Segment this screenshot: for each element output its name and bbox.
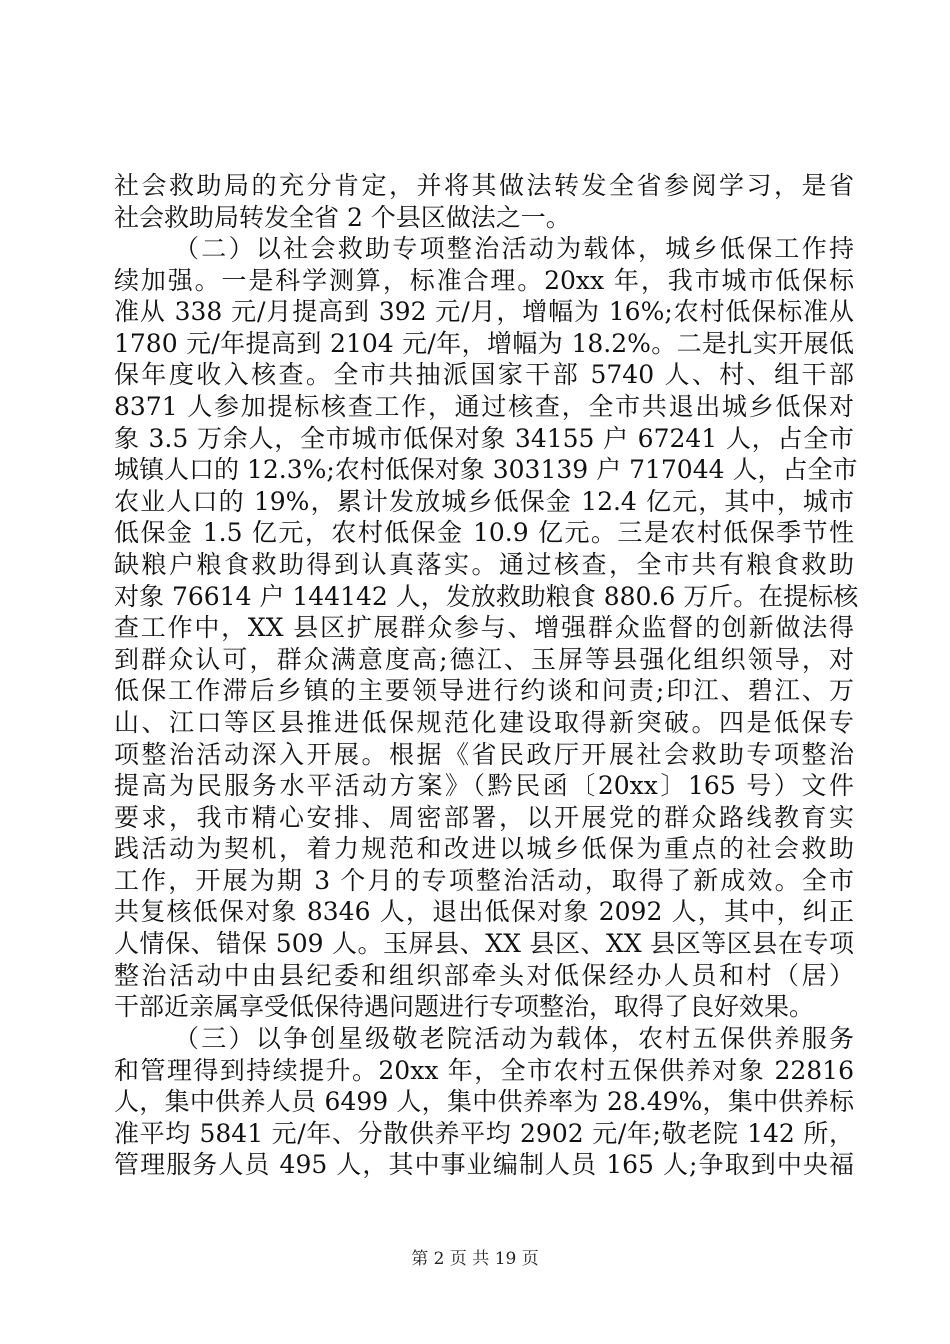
text-line: （三）以争创星级敬老院活动为载体，农村五保供养服务 — [174, 1024, 854, 1053]
text-line: 山、江口等区县推进低保规范化建设取得新突破。四是低保专 — [114, 707, 854, 737]
text-line: 人情保、错保 509 人。玉屏县、XX 县区、XX 县区等区县在专项 — [114, 929, 854, 959]
text-line: 管理服务人员 495 人，其中事业编制人员 165 人;争取到中央福 — [114, 1150, 854, 1180]
text-line: 干部近亲属享受低保待遇问题进行专项整治，取得了良好效果。 — [114, 992, 815, 1022]
text-line: 准从 338 元/月提高到 392 元/月，增幅为 16%;农村低保标准从 — [114, 297, 854, 327]
text-line: 8371 人参加提标核查工作，通过核查，全市共退出城乡低保对 — [114, 391, 854, 421]
text-line: 城镇人口的 12.3%;农村低保对象 303139 户 717044 人，占全市 — [114, 455, 858, 485]
text-line: 工作，开展为期 3 个月的专项整治活动，取得了新成效。全市 — [114, 865, 854, 895]
text-line: 对象 76614 户 144142 人，发放救助粮食 880.6 万斤。在提标核 — [114, 581, 859, 611]
text-line: 和管理得到持续提升。20xx 年，全市农村五保供养对象 22816 — [114, 1055, 854, 1085]
text-line: 到群众认可，群众满意度高;德江、玉屏等县强化组织领导，对 — [114, 644, 854, 674]
paragraph-section-2 — [114, 233, 859, 1023]
text-line: 共复核低保对象 8346 人，退出低保对象 2092 人，其中，纠正 — [114, 897, 854, 927]
text-line: 保年度收入核查。全市共抽派国家干部 5740 人、村、组干部 — [114, 360, 854, 390]
text-line: 人，集中供养人员 6499 人，集中供养率为 28.49%，集中供养标 — [114, 1087, 854, 1117]
text-line: 1780 元/年提高到 2104 元/年，增幅为 18.2%。二是扎实开展低 — [114, 328, 854, 358]
text-line: 低保工作滞后乡镇的主要领导进行约谈和问责;印江、碧江、万 — [114, 676, 854, 706]
text-line: 农业人口的 19%，累计发放城乡低保金 12.4 亿元，其中，城市 — [114, 486, 854, 516]
page-indicator: 第 2 页 共 19 页 — [411, 1249, 539, 1269]
text-line: 准平均 5841 元/年、分散供养平均 2902 元/年;敬老院 142 所， — [114, 1118, 854, 1148]
text-line: 象 3.5 万余人，全市城市低保对象 34155 户 67241 人，占全市 — [114, 423, 854, 453]
text-line: （二）以社会救助专项整治活动为载体，城乡低保工作持 — [174, 234, 854, 263]
text-line: 践活动为契机，着力规范和改进以城乡低保为重点的社会救助 — [114, 834, 854, 864]
text-line: 社会救助局的充分肯定，并将其做法转发全省参阅学习，是省 — [114, 171, 854, 200]
text-line: 低保金 1.5 亿元，农村低保金 10.9 亿元。三是农村低保季节性 — [114, 518, 854, 548]
paragraph-continuation — [114, 170, 854, 233]
paragraph-section-3 — [114, 1023, 854, 1181]
text-line: 社会救助局转发全省 2 个县区做法之一。 — [114, 202, 571, 232]
text-line: 整治活动中由县纪委和组织部牵头对低保经办人员和村（居） — [114, 960, 854, 990]
text-line: 项整治活动深入开展。根据《省民政厅开展社会救助专项整治 — [114, 739, 854, 769]
text-line: 续加强。一是科学测算，标准合理。20xx 年，我市城市低保标 — [114, 265, 854, 295]
text-line: 缺粮户粮食救助得到认真落实。通过核查，全市共有粮食救助 — [114, 549, 854, 579]
text-line: 查工作中，XX 县区扩展群众参与、增强群众监督的创新做法得 — [114, 613, 854, 643]
text-line: 要求，我市精心安排、周密部署，以开展党的群众路线教育实 — [114, 802, 854, 832]
text-line: 提高为民服务水平活动方案》（黔民函〔20xx〕165 号）文件 — [114, 771, 854, 801]
